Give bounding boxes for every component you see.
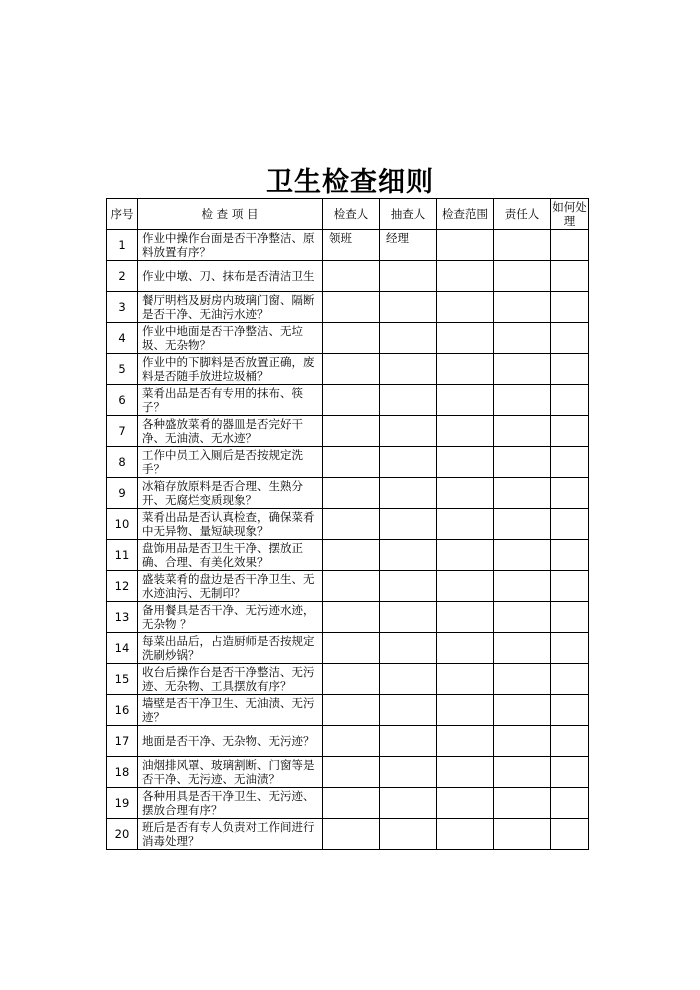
row-item: 班后是否有专人负责对工作间进行消毒处理？ xyxy=(138,819,323,850)
row-item: 备用餐具是否干净、无污迹水迹，无杂物 ？ xyxy=(138,602,323,633)
row-responsible xyxy=(494,633,551,664)
row-checker xyxy=(380,571,437,602)
row-inspector xyxy=(323,757,380,788)
row-number: 15 xyxy=(107,664,138,695)
row-item: 作业中操作台面是否干净整洁、原料放置有序？ xyxy=(138,230,323,261)
row-inspector xyxy=(323,695,380,726)
row-checker xyxy=(380,447,437,478)
table-row xyxy=(107,757,589,788)
row-inspector xyxy=(323,447,380,478)
row-handling xyxy=(551,726,589,757)
row-responsible xyxy=(494,540,551,571)
row-inspector xyxy=(323,571,380,602)
row-scope xyxy=(437,292,494,323)
table-row xyxy=(107,788,589,819)
row-inspector xyxy=(323,664,380,695)
row-number: 8 xyxy=(107,447,138,478)
row-scope xyxy=(437,664,494,695)
table-row xyxy=(107,354,589,385)
row-handling xyxy=(551,602,589,633)
row-item: 每菜出品后，占造厨师是否按规定洗刷炒锅？ xyxy=(138,633,323,664)
row-item: 收台后操作台是否干净整洁、无污迹、无杂物、工具摆放有序？ xyxy=(138,664,323,695)
row-checker xyxy=(380,788,437,819)
row-scope xyxy=(437,726,494,757)
row-item: 菜肴出品是否认真检查，确保菜肴中无异物、量短缺现象？ xyxy=(138,509,323,540)
row-scope xyxy=(437,788,494,819)
table-row xyxy=(107,261,589,292)
row-inspector xyxy=(323,261,380,292)
row-inspector xyxy=(323,602,380,633)
row-item: 作业中地面是否干净整洁、无垃圾、无杂物？ xyxy=(138,323,323,354)
row-responsible xyxy=(494,664,551,695)
row-number: 19 xyxy=(107,788,138,819)
table-row xyxy=(107,385,589,416)
row-inspector xyxy=(323,509,380,540)
row-number: 13 xyxy=(107,602,138,633)
table-row xyxy=(107,509,589,540)
row-handling xyxy=(551,509,589,540)
row-checker xyxy=(380,323,437,354)
row-inspector xyxy=(323,354,380,385)
row-inspector xyxy=(323,819,380,850)
row-inspector xyxy=(323,478,380,509)
row-responsible xyxy=(494,788,551,819)
header-item: 检 查 项 目 xyxy=(138,199,323,230)
page-title: 卫生检查细则 xyxy=(266,167,434,198)
row-responsible xyxy=(494,354,551,385)
row-checker xyxy=(380,509,437,540)
row-handling xyxy=(551,447,589,478)
table-row xyxy=(107,571,589,602)
row-number: 18 xyxy=(107,757,138,788)
row-scope xyxy=(437,695,494,726)
table-row xyxy=(107,664,589,695)
row-handling xyxy=(551,292,589,323)
row-checker xyxy=(380,354,437,385)
row-item: 油烟排风罩、玻璃割断、门窗等是否干净、无污迹、无油渍？ xyxy=(138,757,323,788)
row-responsible xyxy=(494,819,551,850)
row-scope xyxy=(437,230,494,261)
table-row xyxy=(107,447,589,478)
row-checker: 经理 xyxy=(380,230,437,261)
table-row xyxy=(107,416,589,447)
row-item: 菜肴出品是否有专用的抹布、筷子？ xyxy=(138,385,323,416)
row-scope xyxy=(437,633,494,664)
row-item: 作业中墩、刀、抹布是否清洁卫生 xyxy=(138,261,323,292)
row-responsible xyxy=(494,261,551,292)
row-scope xyxy=(437,261,494,292)
row-handling xyxy=(551,757,589,788)
table-row xyxy=(107,230,589,261)
row-checker xyxy=(380,261,437,292)
table-row xyxy=(107,540,589,571)
row-responsible xyxy=(494,726,551,757)
row-checker xyxy=(380,695,437,726)
row-checker xyxy=(380,478,437,509)
row-responsible xyxy=(494,230,551,261)
row-scope xyxy=(437,757,494,788)
row-responsible xyxy=(494,478,551,509)
row-handling xyxy=(551,416,589,447)
row-handling xyxy=(551,664,589,695)
row-inspector xyxy=(323,540,380,571)
row-responsible xyxy=(494,509,551,540)
row-handling xyxy=(551,571,589,602)
row-number: 1 xyxy=(107,230,138,261)
row-number: 4 xyxy=(107,323,138,354)
row-scope xyxy=(437,385,494,416)
row-checker xyxy=(380,757,437,788)
row-item: 盘饰用品是否卫生干净、摆放正确、合理、有美化效果？ xyxy=(138,540,323,571)
row-item: 地面是否干净、无杂物、无污迹？ xyxy=(138,726,323,757)
row-number: 6 xyxy=(107,385,138,416)
header-scope: 检查范围 xyxy=(437,199,494,230)
row-scope xyxy=(437,416,494,447)
header-handling: 如何处理 xyxy=(552,200,587,228)
row-number: 14 xyxy=(107,633,138,664)
row-number: 3 xyxy=(107,292,138,323)
row-responsible xyxy=(494,571,551,602)
row-handling xyxy=(551,230,589,261)
header-row xyxy=(107,199,589,230)
row-item: 各种盛放菜肴的器皿是否完好干净、无油渍、无水迹？ xyxy=(138,416,323,447)
table-row xyxy=(107,323,589,354)
row-number: 2 xyxy=(107,261,138,292)
table-row xyxy=(107,819,589,850)
row-scope xyxy=(437,354,494,385)
row-number: 10 xyxy=(107,509,138,540)
row-scope xyxy=(437,447,494,478)
row-checker xyxy=(380,819,437,850)
header-no: 序号 xyxy=(107,199,138,230)
row-number: 17 xyxy=(107,726,138,757)
row-item: 冰箱存放原料是否合理、生熟分开、无腐烂变质现象？ xyxy=(138,478,323,509)
row-inspector xyxy=(323,633,380,664)
table-row xyxy=(107,478,589,509)
row-scope xyxy=(437,509,494,540)
row-responsible xyxy=(494,323,551,354)
row-scope xyxy=(437,571,494,602)
row-responsible xyxy=(494,757,551,788)
row-handling xyxy=(551,633,589,664)
header-checker: 抽查人 xyxy=(380,199,437,230)
row-inspector xyxy=(323,416,380,447)
row-number: 9 xyxy=(107,478,138,509)
row-handling xyxy=(551,323,589,354)
row-scope xyxy=(437,602,494,633)
row-checker xyxy=(380,540,437,571)
row-responsible xyxy=(494,292,551,323)
row-handling xyxy=(551,261,589,292)
row-responsible xyxy=(494,416,551,447)
row-item: 墙壁是否干净卫生、无油渍、无污迹？ xyxy=(138,695,323,726)
row-responsible xyxy=(494,602,551,633)
row-checker xyxy=(380,416,437,447)
table-row xyxy=(107,292,589,323)
row-handling xyxy=(551,478,589,509)
table-row xyxy=(107,633,589,664)
row-responsible xyxy=(494,447,551,478)
row-checker xyxy=(380,602,437,633)
row-checker xyxy=(380,385,437,416)
row-responsible xyxy=(494,695,551,726)
header-inspector: 检查人 xyxy=(323,199,380,230)
row-inspector xyxy=(323,385,380,416)
row-scope xyxy=(437,540,494,571)
inspection-table xyxy=(106,198,589,850)
row-scope xyxy=(437,323,494,354)
row-scope xyxy=(437,819,494,850)
row-checker xyxy=(380,633,437,664)
row-number: 5 xyxy=(107,354,138,385)
table-row xyxy=(107,695,589,726)
table-row xyxy=(107,602,589,633)
header-responsible: 责任人 xyxy=(494,199,551,230)
row-item: 餐厅明档及厨房内玻璃门窗、隔断是否干净、无油污水迹？ xyxy=(138,292,323,323)
row-number: 16 xyxy=(107,695,138,726)
row-item: 作业中的下脚料是否放置正确，废料是否随手放进垃圾桶？ xyxy=(138,354,323,385)
row-item: 盛装菜肴的盘边是否干净卫生、无水迹油污、无制印？ xyxy=(138,571,323,602)
row-checker xyxy=(380,664,437,695)
row-number: 7 xyxy=(107,416,138,447)
row-handling xyxy=(551,354,589,385)
row-scope xyxy=(437,478,494,509)
row-handling xyxy=(551,819,589,850)
table-row xyxy=(107,726,589,757)
row-item: 各种用具是否干净卫生、无污迹、摆放合理有序？ xyxy=(138,788,323,819)
row-item: 工作中员工入厕后是否按规定洗手？ xyxy=(138,447,323,478)
row-inspector: 领班 xyxy=(323,230,380,261)
row-number: 11 xyxy=(107,540,138,571)
row-handling xyxy=(551,385,589,416)
row-inspector xyxy=(323,726,380,757)
row-responsible xyxy=(494,385,551,416)
row-handling xyxy=(551,788,589,819)
row-handling xyxy=(551,695,589,726)
row-number: 20 xyxy=(107,819,138,850)
row-number: 12 xyxy=(107,571,138,602)
row-checker xyxy=(380,292,437,323)
row-handling xyxy=(551,540,589,571)
row-inspector xyxy=(323,788,380,819)
row-checker xyxy=(380,726,437,757)
row-inspector xyxy=(323,292,380,323)
row-inspector xyxy=(323,323,380,354)
